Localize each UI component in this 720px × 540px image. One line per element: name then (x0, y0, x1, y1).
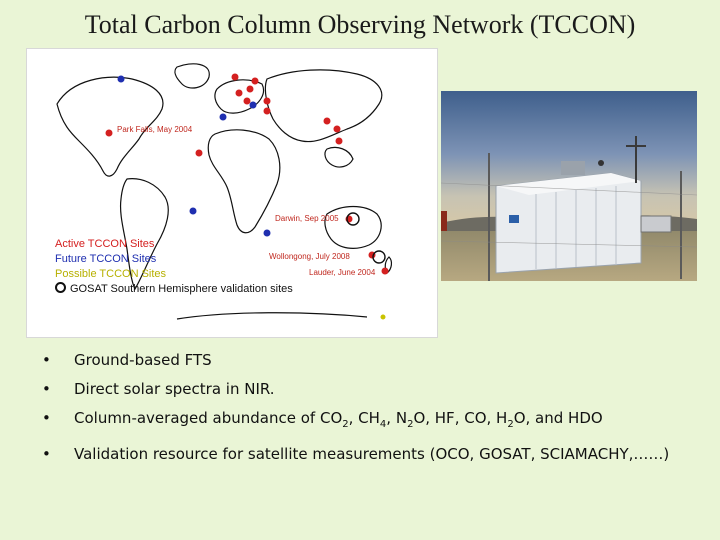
bullet-item (42, 439, 702, 465)
text-segment: O, HF, CO, H (413, 409, 508, 427)
subscript: 2 (342, 419, 349, 430)
subscript: 2 (407, 419, 414, 430)
bullet-text: Validation resource for satellite measurements (OCO, GOSAT, SCIAMACHY,……) (74, 445, 670, 463)
legend-gosat-label: GOSAT Southern Hemisphere validation sites (70, 283, 293, 295)
bullet-dot: • (42, 409, 51, 427)
map-legend (55, 237, 293, 297)
container-photo-drawing (441, 91, 697, 281)
gosat-ring-icon (55, 282, 66, 293)
bullet-item (42, 404, 702, 439)
bullet-dot: • (42, 351, 51, 369)
subscript: 4 (379, 419, 387, 430)
bullet-text: Ground-based FTS (74, 351, 212, 369)
legend-future: Future TCCON Sites (55, 253, 157, 265)
bullet-text: Direct solar spectra in NIR. (74, 380, 275, 398)
site-label-darwin: Darwin, Sep 2005 (275, 214, 339, 223)
subscript: 2 (507, 419, 514, 430)
bullet-dot: • (42, 445, 51, 463)
text-segment: , CH (348, 409, 380, 427)
text-segment: Column-averaged abundance of CO (74, 409, 343, 427)
bullet-item (42, 375, 702, 404)
site-label-park-falls: Park Falls, May 2004 (117, 125, 193, 134)
legend-active: Active TCCON Sites (55, 238, 155, 250)
gosat-site-markers (347, 213, 385, 263)
tccon-site-map (26, 48, 438, 338)
site-label-lauder: Lauder, June 2004 (309, 268, 376, 277)
text-segment: O, and HDO (513, 409, 603, 427)
possible-site-marker (381, 315, 386, 320)
bullet-dot: • (42, 380, 51, 398)
legend-possible: Possible TCCON Sites (55, 268, 167, 280)
bullet-text (74, 409, 603, 430)
legend-gosat (55, 282, 293, 297)
site-label-wollongong: Wollongong, July 2008 (269, 252, 350, 261)
slide-title: Total Carbon Column Observing Network (TCCON) (84, 10, 636, 39)
bullet-list (42, 346, 702, 465)
text-segment: , N (386, 409, 408, 427)
instrument-photo (441, 91, 697, 281)
bullet-item (42, 346, 702, 375)
